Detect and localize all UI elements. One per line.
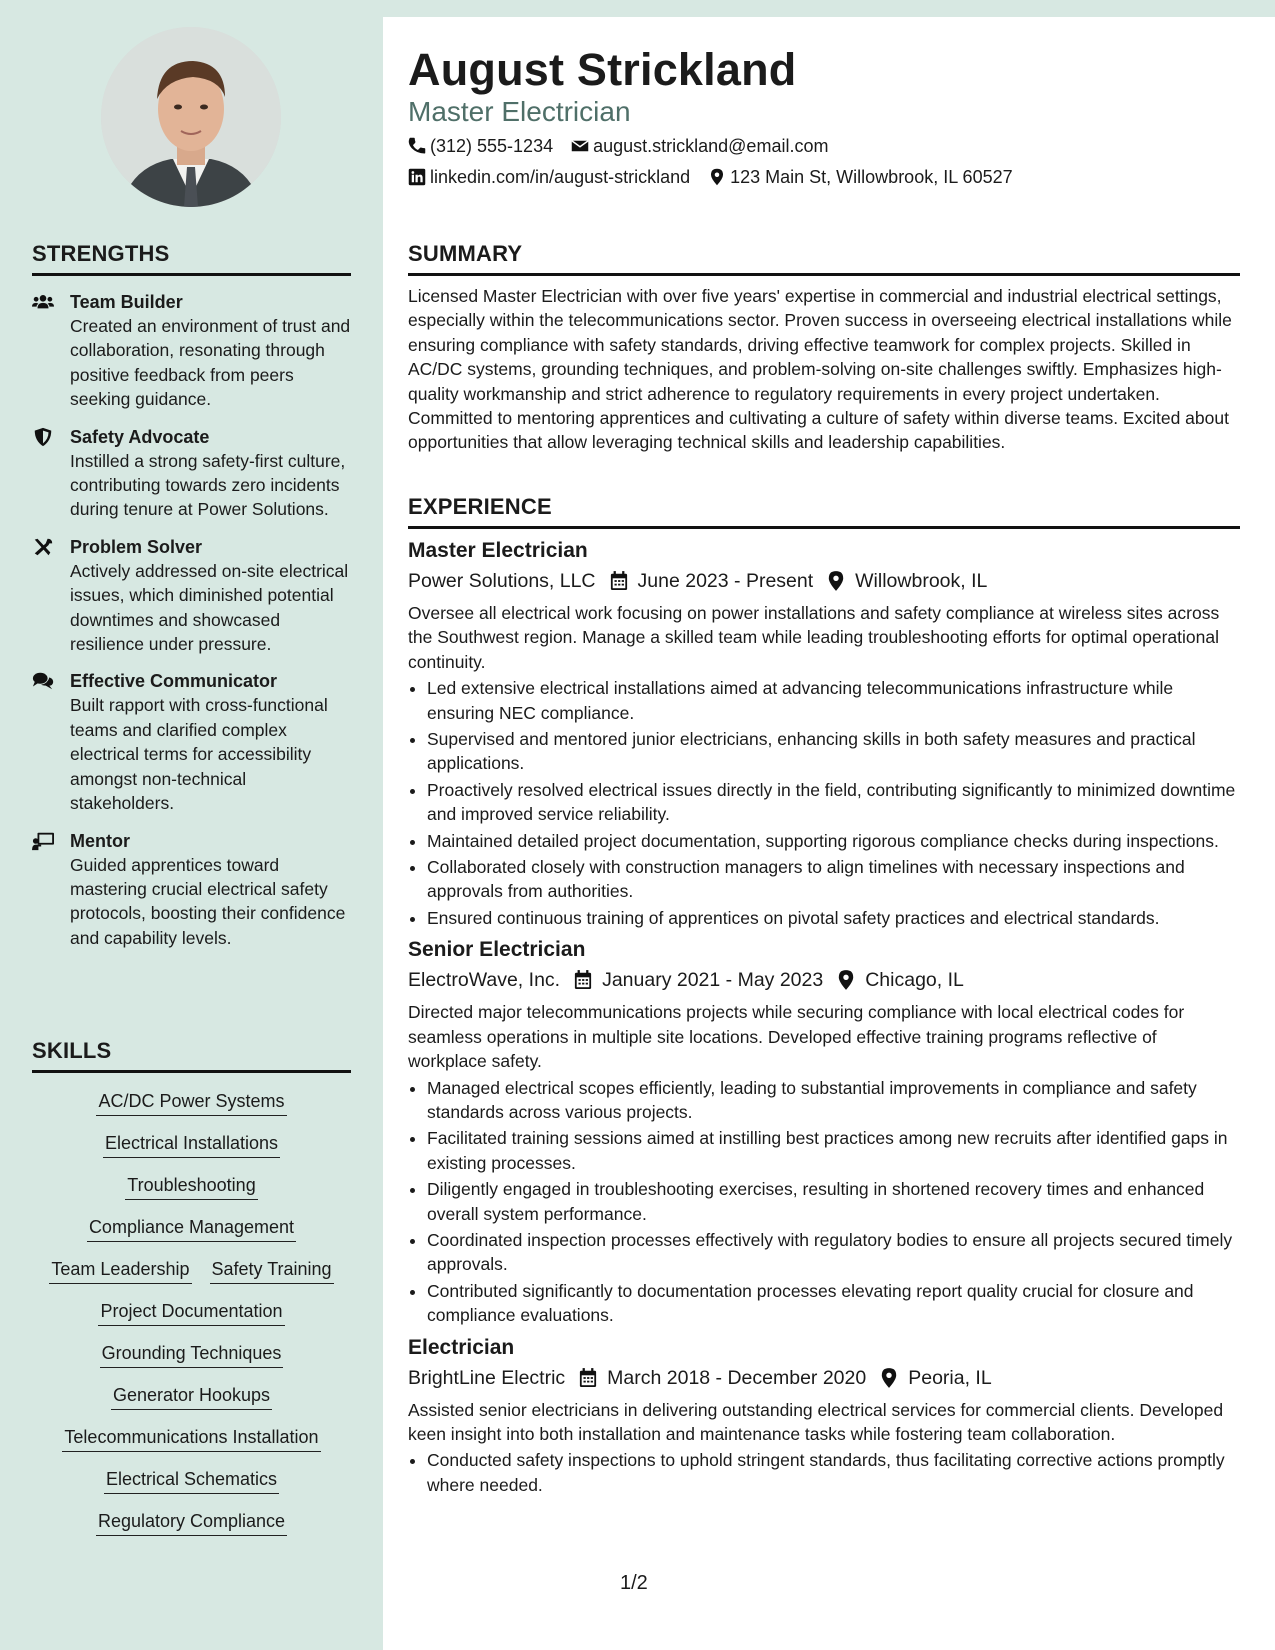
job-description: Oversee all electrical work focusing on power installations and safety compliance at wireless sites across the Southwest region. Manage a skilled team while leading troubleshooting efforts for optimal operational continuity.: [408, 603, 1220, 672]
strength-title: Team Builder: [70, 292, 183, 312]
strength-item: [32, 535, 351, 657]
contact-row-2: [408, 165, 1031, 189]
skill-tag: Troubleshooting: [125, 1173, 257, 1200]
location-pin-icon: [837, 970, 855, 990]
strengths-section: [32, 241, 351, 963]
skills-heading: SKILLS: [32, 1038, 351, 1073]
job-bullets: [408, 1448, 1240, 1497]
candidate-headline: Master Electrician: [408, 96, 631, 127]
linkedin-icon: [408, 168, 426, 186]
job-bullet: • Managed electrical scopes efficiently, leading to substantial improvements in compliance and safety standards across various projects.: [427, 1076, 1240, 1125]
job-bullet: • Facilitated training sessions aimed at instilling best practices among new recruits after identified gaps in existing processes.: [427, 1126, 1240, 1175]
contact-row: [408, 134, 846, 158]
experience-heading: EXPERIENCE: [408, 494, 1240, 529]
location-pin-icon: [880, 1368, 898, 1388]
location-pin-icon: [708, 168, 726, 186]
job-location: Willowbrook, IL: [855, 570, 988, 592]
strength-desc: Built rapport with cross-functional teams and clarified complex electrical terms for accessibility amongst non-technical stakeholders.: [70, 695, 328, 814]
job-bullet: • Ensured continuous training of apprentices on pivotal safety practices and electrical standards.: [427, 906, 1240, 930]
strength-item: [32, 829, 351, 951]
job-dates: March 2018 - December 2020: [607, 1366, 867, 1389]
skill-tag: Telecommunications Installation: [62, 1425, 320, 1452]
job-bullet: • Led extensive electrical installations aimed at advancing telecommunications infrastructure while ensuring NEC compliance.: [427, 676, 1240, 725]
strength-desc: Created an environment of trust and collaboration, resonating through positive feedback from peers seeking guidance.: [70, 316, 351, 410]
job-title: Master Electrician: [408, 539, 588, 562]
strength-item: [32, 290, 351, 412]
strength-title: Safety Advocate: [70, 426, 210, 447]
job-bullet: • Diligently engaged in troubleshooting exercises, resulting in shortened recovery times and enhanced overall system performance.: [427, 1177, 1240, 1226]
job-company: BrightLine Electric: [408, 1366, 566, 1389]
email-text: august.strickland@email.com: [593, 136, 829, 156]
skill-tag: Project Documentation: [98, 1299, 284, 1326]
job-bullet: • Collaborated closely with construction managers to align timelines with necessary inspections and approvals from authorities.: [427, 855, 1240, 904]
strengths-heading: STRENGTHS: [32, 241, 351, 276]
job-bullet: • Proactively resolved electrical issues directly in the field, contributing significantly to minimized downtime and improved service reliability.: [427, 778, 1240, 827]
strength-desc: Instilled a strong safety-first culture, contributing towards zero incidents during tenure at Power Solutions.: [70, 450, 346, 520]
job-entry: [408, 1334, 1240, 1498]
job-bullet: • Coordinated inspection processes effectively with regulatory bodies to ensure all projects secured timely approvals.: [427, 1228, 1240, 1277]
job-location: Chicago, IL: [865, 969, 964, 992]
job-bullets: [408, 676, 1240, 930]
phone-icon: [408, 137, 426, 155]
strength-desc: Guided apprentices toward mastering crucial electrical safety protocols, boosting their confidence and capability levels.: [70, 854, 346, 948]
skill-tag: Electrical Installations: [103, 1131, 280, 1158]
job-company: Power Solutions, LLC: [408, 570, 596, 592]
shield-icon: [32, 425, 70, 522]
skill-tag: Regulatory Compliance: [96, 1509, 287, 1536]
skill-tag: Generator Hookups: [111, 1383, 272, 1410]
team-icon: [32, 290, 70, 412]
strength-title: Effective Communicator: [70, 671, 278, 692]
strength-desc: Actively addressed on-site electrical issues, which diminished potential downtimes and showcased resilience under pressure.: [70, 560, 349, 655]
tools-icon: [32, 535, 70, 657]
envelope-icon: [571, 137, 589, 155]
job-dates: June 2023 - Present: [637, 570, 814, 592]
skill-tag: Safety Training: [210, 1257, 334, 1284]
skills-list: [32, 1087, 351, 1536]
job-meta: [408, 567, 1240, 595]
summary-section: [408, 241, 1240, 455]
job-title: Senior Electrician: [408, 938, 586, 962]
skill-tag: AC/DC Power Systems: [96, 1089, 286, 1116]
location-pin-icon: [827, 571, 845, 591]
skill-tag: Compliance Management: [87, 1215, 296, 1242]
job-bullets: [408, 1076, 1240, 1328]
strength-item: [32, 669, 351, 815]
strength-title: Problem Solver: [70, 536, 203, 557]
calendar-icon: [574, 970, 592, 990]
job-bullet: • Conducted safety inspections to uphold stringent standards, thus facilitating corrective actions promptly where needed.: [427, 1448, 1240, 1497]
address-text: 123 Main St, Willowbrook, IL 60527: [730, 167, 1013, 187]
job-meta: [408, 1364, 1240, 1392]
linkedin-text: linkedin.com/in/august-strickland: [430, 167, 691, 187]
skill-tag: Grounding Techniques: [100, 1341, 284, 1368]
job-bullet: • Contributed significantly to documentation processes elevating report quality crucial for closure and compliance evaluations.: [427, 1279, 1240, 1328]
job-dates: January 2021 - May 2023: [602, 969, 824, 992]
job-title: Electrician: [408, 1335, 515, 1359]
job-company: ElectroWave, Inc.: [408, 969, 561, 992]
teacher-icon: [32, 829, 70, 951]
job-description: Assisted senior electricians in delivering outstanding electrical services for commercial clients. Developed keen insight into both installation and maintenance tasks while fostering team collaboration.: [408, 1399, 1224, 1444]
strength-title: Mentor: [70, 830, 130, 851]
job-bullet: • Maintained detailed project documentation, supporting rigorous compliance checks during inspections.: [427, 829, 1240, 853]
page-number: 1/2: [620, 1572, 648, 1594]
job-bullet: • Supervised and mentored junior electricians, enhancing skills in both safety measures and practical applications.: [427, 727, 1240, 776]
skills-section: [32, 1038, 351, 1536]
job-description: Directed major telecommunications projects while securing compliance with local electrical codes for seamless operations in multiple site locations. Developed effective training programs reflective of workplace safety.: [408, 1002, 1185, 1072]
experience-section: [408, 494, 1240, 1499]
skill-tag: Team Leadership: [49, 1257, 191, 1284]
calendar-icon: [579, 1368, 597, 1388]
candidate-name: August Strickland: [408, 44, 797, 95]
job-meta: [408, 966, 1240, 994]
chat-icon: [32, 669, 70, 815]
summary-heading: SUMMARY: [408, 241, 1240, 276]
job-entry: [408, 537, 1240, 930]
strength-item: [32, 425, 351, 522]
job-location: Peoria, IL: [908, 1366, 992, 1389]
summary-text: Licensed Master Electrician with over five years' expertise in commercial and industrial electrical settings, especially within the telecommunications sector. Proven success in overseeing electrical installations while ensuring compliance with safety standards, driving effective teamwork for complex projects. Skilled in AC/DC systems, grounding techniques, and problem-solving on-site challenges swiftly. Emphasizes high-quality workmanship and strict adherence to regulatory requirements in every project undertaken. Committed to mentoring apprentices and cultivating a culture of safety within diverse teams. Excited about opportunities that allow leveraging technical skills and leadership capabilities.: [408, 286, 1232, 453]
profile-photo: [101, 27, 281, 207]
calendar-icon: [610, 571, 628, 591]
skill-tag: Electrical Schematics: [104, 1467, 279, 1494]
phone-text: (312) 555-1234: [430, 136, 554, 156]
job-entry: [408, 936, 1240, 1327]
